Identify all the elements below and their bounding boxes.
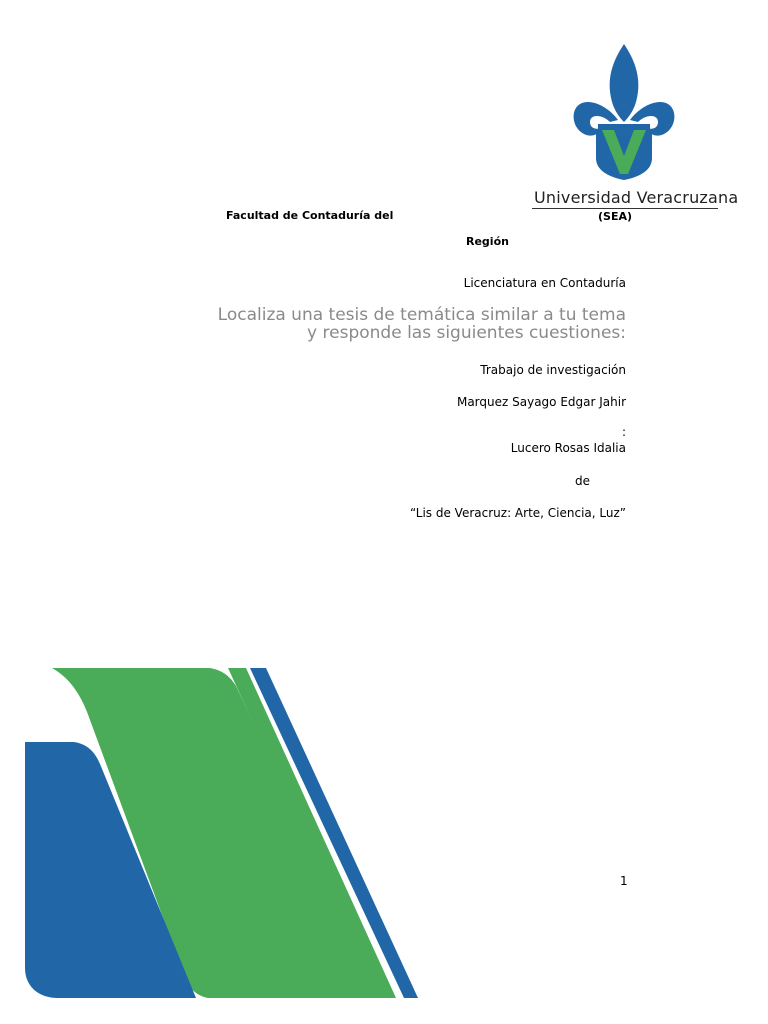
logo-divider <box>532 208 718 209</box>
work-type: Trabajo de investigación <box>480 363 626 377</box>
title-line-1: Localiza una tesis de temática similar a tu tema <box>217 305 626 325</box>
fleur-de-lis-icon <box>568 40 680 182</box>
region-label: Región <box>466 235 509 248</box>
colon-mark: : <box>621 425 626 439</box>
university-name: Universidad Veracruzana <box>534 188 739 207</box>
page-number: 1 <box>620 874 628 888</box>
faculty-label: Facultad de Contaduría del <box>226 209 394 222</box>
decorative-corner-graphic <box>0 660 440 1005</box>
sea-label: (SEA) <box>598 210 633 223</box>
de-label: de <box>575 474 590 488</box>
title-line-2: y responde las siguientes cuestiones: <box>307 323 626 343</box>
student-name: Marquez Sayago Edgar Jahir <box>456 395 626 409</box>
fleur-top-petal <box>610 44 639 122</box>
program-label: Licenciatura en Contaduría <box>463 276 626 290</box>
motto: “Lis de Veracruz: Arte, Ciencia, Luz” <box>409 506 626 520</box>
teacher-name: Lucero Rosas Idalia <box>510 441 626 455</box>
